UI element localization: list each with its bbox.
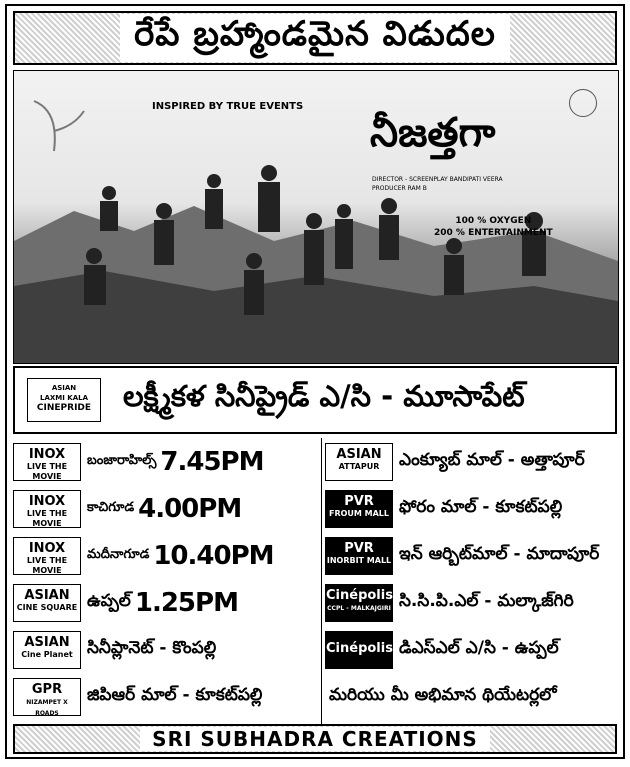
show-time: 7.45PM [160,446,264,477]
poster-inspired-text: INSPIRED BY TRUE EVENTS [152,101,304,112]
producer-footer [13,724,617,754]
theatre-row [325,485,621,532]
inox-logo: INOX LIVE THE MOVIE [13,537,81,575]
theatre-place: ఎంక్యూబ్ మాల్ - అత్తాపూర్ [399,449,585,470]
pvr-logo: PVR FROUM MALL [325,490,393,528]
logo-line-3: CINEPRIDE [36,403,92,413]
theatre-place: డిఎస్ఎల్ ఎ/సి - ఉప్పల్ [399,637,559,658]
theatre-place: మదీనాగూడ [87,546,150,562]
tagline-entertainment: 200 % ENTERTAINMENT [434,228,553,238]
cinepolis-logo: Cinépolis [325,631,393,669]
theatre-place: బంజారాహిల్స్ [87,452,157,468]
theatre-place: ఉప్పల్ [87,590,131,611]
movie-poster [13,70,619,364]
poster-credits [372,175,602,193]
theatre-row [13,626,309,673]
featured-theatre-band [13,366,617,434]
theatre-row [13,532,309,579]
theatre-place: ఫోరం మాల్ - కూకట్‌పల్లి [399,496,563,517]
asian-cine-planet-logo: ASIAN Cine Planet [13,631,81,669]
theatre-row [13,438,309,485]
laxmikala-logo [27,378,101,422]
theatre-place: కాచిగూడ [87,499,135,515]
poster-tagline [434,215,553,239]
movie-title: నీజత్తగా [370,109,496,156]
theatre-row [325,579,621,626]
closing-text: మరియు మీ అభిమాన థియేటర్లలో [329,684,557,705]
producer-name: SRI SUBHADRA CREATIONS [140,727,490,751]
cinepolis-logo: Cinépolis CCPL - MALKAJGIRI [325,584,393,622]
left-theatre-list [13,438,309,720]
theatre-row [325,438,621,485]
inox-logo: INOX LIVE THE MOVIE [13,443,81,481]
logo-line-2: LAXMI KALA [39,394,88,402]
tagline-oxygen: 100 % OXYGEN [455,216,532,226]
theatre-place: సినీప్లానెట్ - కొంపల్లి [87,637,217,658]
credits-producer: PRODUCER RAM B [372,185,427,192]
theatre-row [13,485,309,532]
gpr-logo: GPR NIZAMPET X ROADS [13,678,81,716]
theatre-place: సి.సి.పి.ఎల్ - మల్కాజ్‌గిరి [399,590,574,611]
show-time: 10.40PM [153,540,274,571]
theatre-row [13,673,309,720]
theatre-place: జిపిఆర్ మాల్ - కూకట్‌పల్లి [87,684,263,705]
logo-line-1: ASIAN [51,384,77,392]
asian-cine-square-logo: ASIAN CINE SQUARE [13,584,81,622]
pvr-logo: PVR INORBIT MALL [325,537,393,575]
theatre-row [13,579,309,626]
right-theatre-list [325,438,621,720]
emblem-icon [569,89,597,117]
theatre-row [325,532,621,579]
credits-director: DIRECTOR - SCREENPLAY BANDIPATI VEERA [372,176,503,183]
theatre-place: ఇన్ ఆర్బిట్‌మాల్ - మాదాపూర్ [399,543,600,564]
theatre-row [325,626,621,673]
asian-attapur-logo: ASIAN ATTAPUR [325,443,393,481]
column-divider [321,438,322,724]
featured-theatre-text: లక్ష్మీకళ సినీప్రైడ్ ఎ/సి - మూసాపేట్ [123,379,525,413]
closing-row [325,673,621,720]
newspaper-ad [5,4,625,759]
release-header [13,11,617,65]
show-time: 4.00PM [138,493,242,524]
release-headline: రేపే బ్రహ్మాండమైన విడుదల [120,14,510,62]
show-time: 1.25PM [134,587,238,618]
inox-logo: INOX LIVE THE MOVIE [13,490,81,528]
